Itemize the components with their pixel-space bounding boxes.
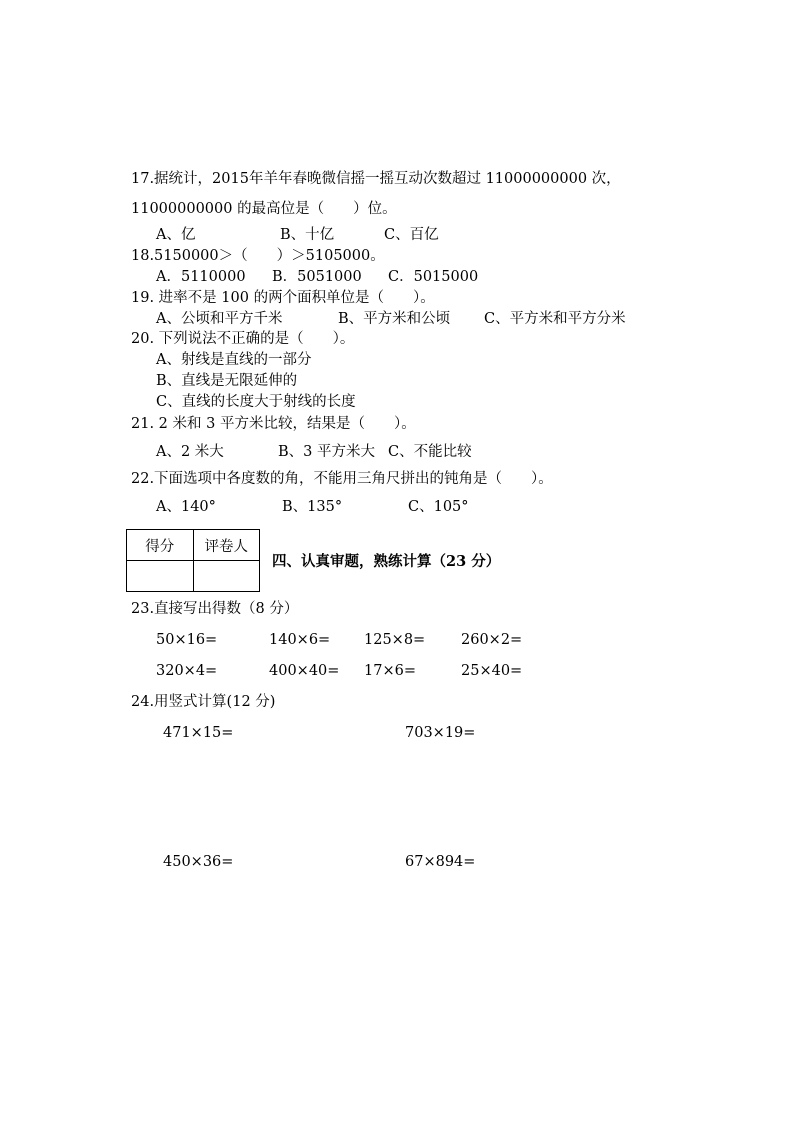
q23-item-4: 260×2=: [461, 632, 523, 648]
q17-line2: 11000000000 的最高位是（ ）位。: [131, 201, 397, 217]
q20-stem: 20. 下列说法不正确的是（ ）。: [131, 331, 355, 347]
q20-option-b: B、直线是无限延伸的: [156, 373, 298, 389]
q23-item-3: 125×8=: [364, 632, 426, 648]
q19-stem: 19. 进率不是 100 的两个面积单位是（ ）。: [131, 290, 435, 306]
q22-option-c: C、105°: [408, 499, 469, 515]
q22-option-b: B、135°: [282, 499, 343, 515]
q24-item-2: 703×19=: [405, 725, 476, 741]
q21-option-a: A、2 米大: [156, 444, 224, 460]
q19-option-a: A、公顷和平方千米: [156, 311, 283, 327]
q24-item-1: 471×15=: [163, 725, 234, 741]
q23-item-1: 50×16=: [156, 632, 218, 648]
q19-option-b: B、平方米和公顷: [338, 311, 451, 327]
q23-item-6: 400×40=: [269, 663, 340, 679]
q17-line1: 17.据统计，2015年羊年春晚微信摇一摇互动次数超过 11000000000 次，: [131, 171, 621, 187]
q18-option-b: B．5051000: [272, 269, 362, 285]
q23-item-2: 140×6=: [269, 632, 331, 648]
q18-option-a: A．5110000: [156, 269, 246, 285]
q21-option-c: C、不能比较: [388, 444, 472, 460]
q22-option-a: A、140°: [156, 499, 216, 515]
q17-option-a: A、亿: [156, 227, 196, 243]
q20-option-a: A、射线是直线的一部分: [156, 352, 312, 368]
q24-title: 24.用竖式计算(12 分): [131, 694, 276, 710]
q18-option-c: C．5015000: [388, 269, 479, 285]
q23-item-7: 17×6=: [364, 663, 416, 679]
q17-option-b: B、十亿: [280, 227, 335, 243]
grader-label: 评卷人: [193, 530, 260, 561]
q18-stem: 18.5150000＞（ ）＞5105000。: [131, 248, 385, 264]
score-cell[interactable]: [127, 561, 194, 592]
grader-cell[interactable]: [193, 561, 260, 592]
q20-option-c: C、直线的长度大于射线的长度: [156, 394, 356, 410]
q23-item-5: 320×4=: [156, 663, 218, 679]
q19-option-c: C、平方米和平方分米: [484, 311, 626, 327]
score-label: 得分: [127, 530, 194, 561]
q17-option-c: C、百亿: [384, 227, 439, 243]
section-4-title: 四、认真审题，熟练计算（23 分）: [272, 553, 501, 570]
q21-stem: 21. 2 米和 3 平方米比较，结果是（ ）。: [131, 416, 416, 432]
score-table: [126, 529, 260, 592]
q23-item-8: 25×40=: [461, 663, 523, 679]
q22-stem: 22.下面选项中各度数的角，不能用三角尺拼出的钝角是（ ）。: [131, 471, 553, 487]
q24-item-3: 450×36=: [163, 854, 234, 870]
q24-item-4: 67×894=: [405, 854, 476, 870]
q21-option-b: B、3 平方米大: [278, 444, 375, 460]
q23-title: 23.直接写出得数（8 分）: [131, 601, 299, 617]
